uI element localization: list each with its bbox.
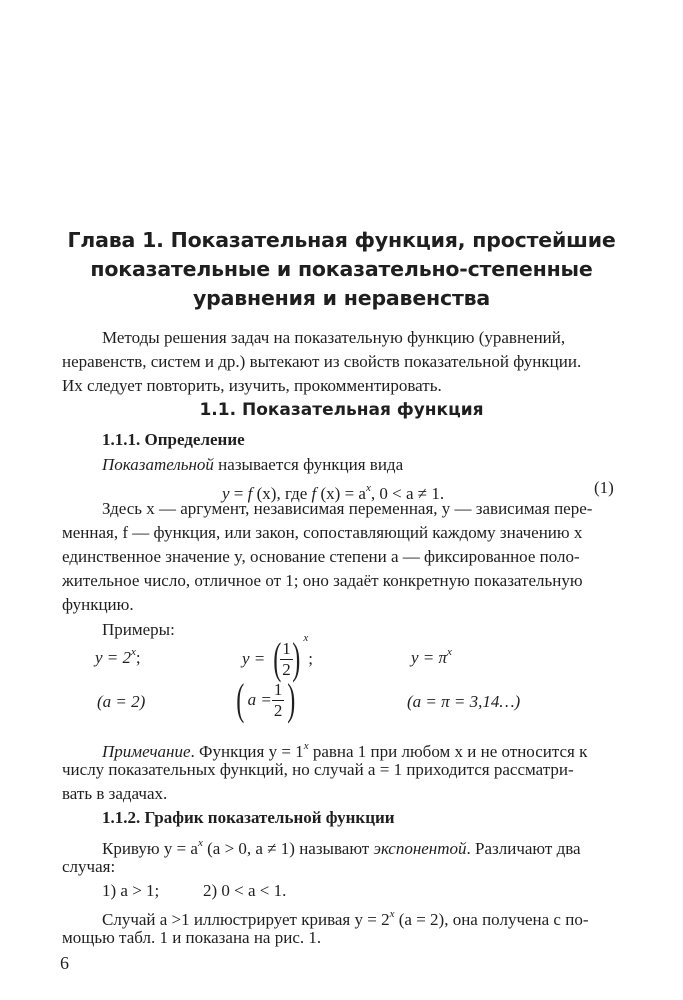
case-2: 2) 0 < a < 1.: [203, 881, 287, 900]
note-exponent: x: [303, 740, 309, 752]
graph-exponent: x: [389, 908, 395, 920]
chapter-title-line: уравнения и неравенства: [192, 286, 491, 310]
chapter-title-line: показательные и показательно-степенные: [90, 257, 593, 281]
subsection-heading: 1.1.2. График показательной функции: [102, 808, 395, 827]
note-text: . Функция y = 1: [190, 742, 304, 761]
intro-line: Их следует повторить, изучить, прокомментировать.: [62, 376, 442, 395]
example-formula: ;: [135, 648, 141, 667]
example-1: [95, 640, 141, 670]
left-paren: (: [272, 634, 281, 684]
base-2: [233, 675, 299, 724]
right-paren: ): [291, 634, 301, 684]
chapter-title: [60, 226, 623, 313]
graph-text: (a = 2), она получена с по-: [394, 910, 589, 929]
formula-part: f: [311, 484, 317, 503]
graph-line: [102, 831, 581, 861]
base-1: (a = 2): [97, 692, 146, 711]
note-line: вать в задачах.: [62, 784, 168, 803]
graph-text: . Различают два: [466, 839, 581, 858]
explain-line: менная, f — функция, или закон, сопоставляющий каждому значению x: [62, 523, 583, 542]
section-title: 1.1. Показательная функция: [199, 400, 484, 420]
graph-text: Кривую y = a: [102, 839, 198, 858]
equation-number: (1): [594, 478, 614, 497]
fraction-denominator: 2: [273, 700, 283, 720]
explain-line: Здесь x — аргумент, независимая переменная, y — зависимая пере-: [102, 499, 593, 518]
formula-part: (x), где: [252, 484, 312, 503]
case-1: 1) a > 1;: [102, 881, 160, 900]
right-paren: ): [287, 675, 296, 724]
example-exponent: x: [447, 646, 452, 658]
left-paren: (: [236, 675, 245, 724]
formula-part: (x) = a: [316, 484, 366, 503]
fraction: [280, 639, 293, 680]
subsection-heading: 1.1.1. Определение: [102, 430, 245, 449]
fraction-numerator: 1: [273, 679, 283, 699]
explain-line: жительное число, отличное от 1; оно задаёт конкретную показательную: [62, 571, 583, 590]
example-exponent: x: [303, 632, 309, 644]
formula-part: , 0 < a ≠ 1.: [370, 484, 445, 503]
intro-line: Методы решения задач на показательную функцию (уравнений,: [102, 328, 566, 347]
fraction-numerator: 1: [282, 638, 291, 658]
graph-text: Случай a >1 иллюстрирует кривая y = 2: [102, 910, 390, 929]
example-exponent: x: [131, 646, 136, 658]
example-formula: y = 2: [95, 648, 132, 667]
example-2: [242, 626, 313, 684]
example-formula: y =: [242, 649, 266, 669]
graph-text: (a > 0, a ≠ 1) называют: [202, 839, 374, 858]
examples-label: Примеры:: [102, 620, 175, 639]
graph-line: случая:: [62, 857, 116, 876]
formula-part: y: [222, 484, 230, 503]
example-formula: y = π: [411, 648, 448, 667]
intro-line: неравенств, систем и др.) вытекают из свойств показательной функции.: [62, 352, 582, 371]
explain-line: единственное значение y, основание степени a — фиксированное поло-: [62, 547, 580, 566]
example-3: [411, 640, 452, 670]
graph-term: экспонентой: [373, 839, 467, 858]
note-term: Примечание: [102, 742, 191, 761]
fraction-denominator: 2: [282, 659, 291, 679]
chapter-title-line: Глава 1. Показательная функция, простейшие: [67, 228, 616, 252]
definition-term: Показательной: [102, 455, 214, 474]
example-formula: ;: [308, 649, 313, 669]
formula-part: =: [229, 484, 248, 503]
note-text: равна 1 при любом x и не относится к: [308, 742, 588, 761]
graph-line: мощью табл. 1 и показана на рис. 1.: [62, 928, 322, 947]
definition-line: [102, 453, 403, 477]
definition-text: называется функция вида: [218, 455, 404, 474]
fraction: [272, 680, 285, 721]
graph-exponent: x: [197, 837, 203, 849]
note-line: числу показательных функций, но случай a = 1 приходится рассматри-: [62, 760, 574, 779]
formula-exponent: x: [365, 482, 371, 494]
base-3: (a = π = 3,14…): [407, 692, 521, 711]
formula-part: f: [247, 484, 253, 503]
explain-line: функцию.: [62, 595, 134, 614]
page-number: 6: [60, 953, 69, 973]
base-formula: a =: [247, 690, 272, 709]
